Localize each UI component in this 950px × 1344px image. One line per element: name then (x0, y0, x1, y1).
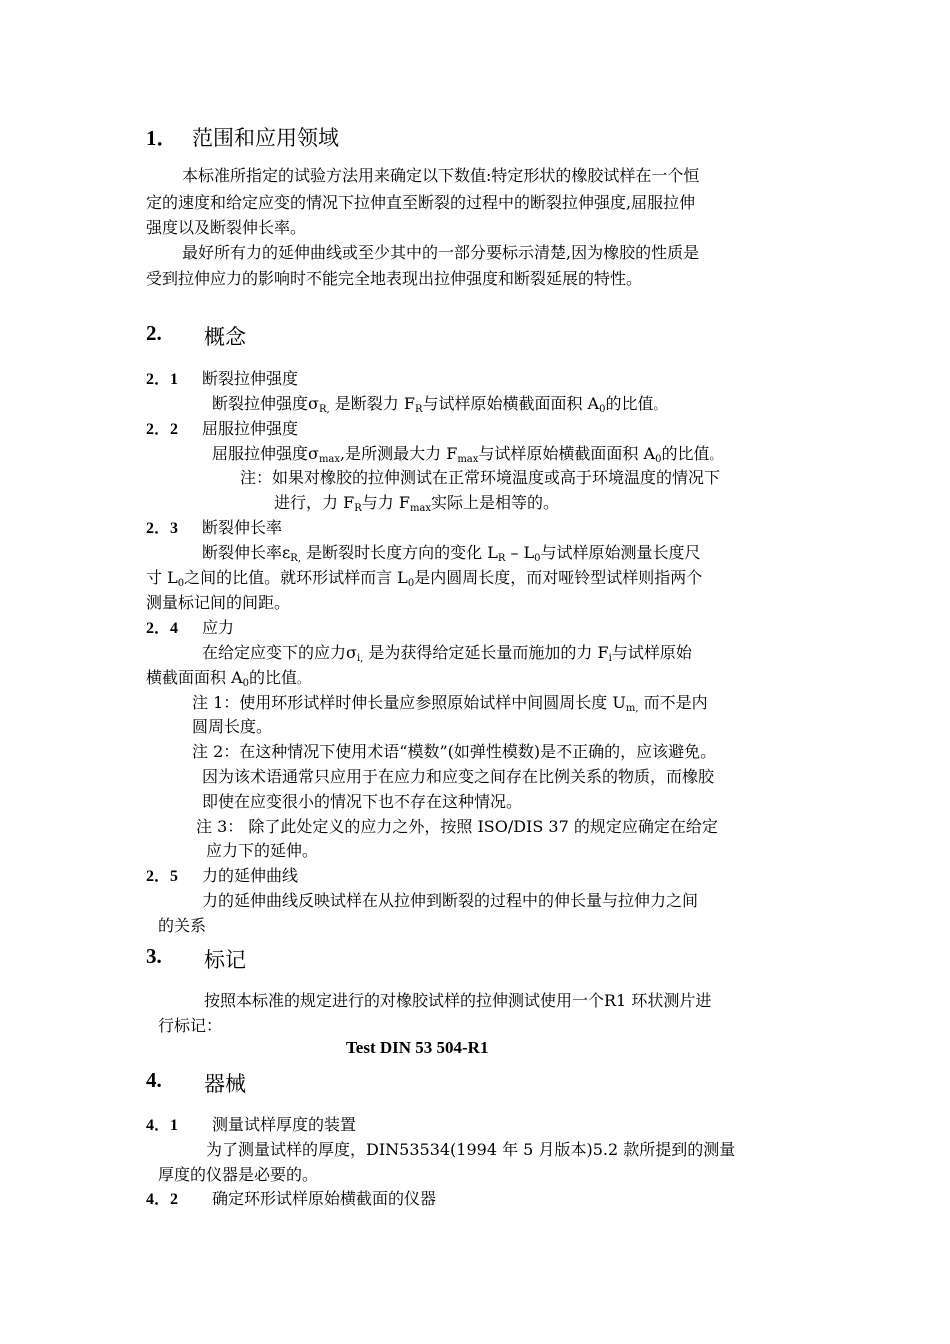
subsection-2-4-note-2-line-2: 因为该术语通常只应用于在应力和应变之间存在比例关系的物质，而橡胶 (202, 767, 715, 786)
subsection-4-1-line-1: 为了测量试样的厚度，DIN53534(1994 年 5 月版本)5.2 款所提到的测量 (206, 1140, 736, 1159)
test-designation: Test DIN 53 504-R1 (346, 1038, 489, 1057)
subsection-4-1-number: 4．1 (146, 1117, 179, 1134)
subsection-2-5-line-2: 的关系 (158, 916, 207, 935)
section-1-paragraph-1-line-2: 定的速度和给定应变的情况下拉伸直至断裂的过程中的断裂拉伸强度,屈服拉伸 (146, 193, 696, 212)
subsection-2-4-number: 2．4 (146, 620, 179, 637)
section-1-paragraph-2-line-1: 最好所有力的延伸曲线或至少其中的一部分要标示清楚,因为橡胶的性质是 (182, 243, 700, 262)
subsection-2-3-line-1: 断裂伸长率$\varepsilon_{R,}$ 是断裂时长度方向的变化 $L_R - L_0$与试样原始测量长度尺 (202, 543, 701, 564)
subsection-2-3-title: 断裂伸长率 (202, 518, 283, 537)
subsection-2-4-note-3-line-2: 应力下的延伸。 (206, 841, 319, 860)
subsection-2-3-line-3: 测量标记间的间距。 (146, 593, 291, 612)
section-3-number: 3. (146, 944, 162, 968)
subsection-2-2-note-line-2: 进行，力 $F_R$与力 $F_{max}$实际上是相等的。 (274, 493, 560, 514)
subsection-2-1-title: 断裂拉伸强度 (202, 369, 299, 388)
subsection-2-4-note-1-line-2: 圆周长度。 (192, 717, 273, 736)
subsection-2-4-note-2-line-3: 即使在应变很小的情况下也不存在这种情况。 (202, 792, 523, 811)
subsection-4-2-title: 确定环形试样原始横截面的仪器 (212, 1189, 437, 1208)
subsection-2-4-line-1: 在给定应变下的应力$\sigma_{i,}$ 是为获得给定延长量而施加的力 $F_i$与试样原始 (202, 643, 692, 664)
section-3-line-2: 行标记： (158, 1016, 223, 1035)
section-1-title: 范围和应用领域 (192, 126, 339, 150)
section-1-paragraph-1-line-3: 强度以及断裂伸长率。 (146, 218, 307, 237)
subsection-2-2-title: 屈服拉伸强度 (202, 419, 299, 438)
section-1-paragraph-1-line-1: 本标准所指定的试验方法用来确定以下数值:特定形状的橡胶试样在一个恒 (182, 166, 700, 185)
section-1-paragraph-2-line-2: 受到拉伸应力的影响时不能完全地表现出拉伸强度和断裂延展的特性。 (146, 269, 643, 288)
section-3-title: 标记 (204, 948, 246, 972)
subsection-2-2-number: 2．2 (146, 421, 179, 438)
subsection-2-5-line-1: 力的延伸曲线反映试样在从拉伸到断裂的过程中的伸长量与拉伸力之间 (202, 891, 699, 910)
section-2-number: 2. (146, 321, 162, 345)
subsection-2-1-definition: 断裂拉伸强度$\sigma_{R,}$ 是断裂力 $F_R$与试样原始横截面面积 $A_0$的比值。 (212, 394, 666, 415)
subsection-2-2-note-line-1: 注：如果对橡胶的拉伸测试在正常环境温度或高于环境温度的情况下 (240, 468, 721, 487)
subsection-2-2-definition: 屈服拉伸强度$\sigma_{max}$,是所测最大力 $F_{max}$与试样原始横截面面积 $A_0$的比值。 (212, 444, 722, 465)
subsection-4-1-line-2: 厚度的仪器是必要的。 (158, 1165, 319, 1184)
subsection-2-5-number: 2．5 (146, 868, 179, 885)
subsection-2-4-line-2: 横截面面积 $A_0$的比值。 (146, 668, 310, 689)
section-4-number: 4. (146, 1068, 162, 1092)
subsection-2-4-note-2-line-1: 注 2：在这种情况下使用术语“模数”(如弹性模数)是不正确的，应该避免。 (192, 742, 717, 761)
subsection-2-1-number: 2．1 (146, 371, 179, 388)
subsection-2-3-line-2: 寸 $L_0$之间的比值。就环形试样而言 $L_0$是内圆周长度，而对哑铃型试样则指两个 (146, 568, 703, 589)
subsection-4-2-number: 4．2 (146, 1191, 179, 1208)
section-3-line-1: 按照本标准的规定进行的对橡胶试样的拉伸测试使用一个R1 环状测片进 (204, 991, 712, 1010)
section-2-title: 概念 (204, 325, 246, 349)
subsection-2-3-number: 2．3 (146, 520, 179, 537)
section-1-number: 1． (146, 126, 178, 150)
subsection-2-4-note-1-line-1: 注 1：使用环形试样时伸长量应参照原始试样中间圆周长度 $U_{m,}$ 而不是内 (192, 693, 708, 714)
section-4-title: 器械 (204, 1072, 246, 1096)
subsection-4-1-title: 测量试样厚度的装置 (212, 1115, 357, 1134)
subsection-2-4-note-3-line-1: 注 3： 除了此处定义的应力之外，按照 ISO/DIS 37 的规定应确定在给定 (196, 817, 718, 836)
subsection-2-5-title: 力的延伸曲线 (202, 866, 299, 885)
subsection-2-4-title: 应力 (202, 618, 235, 637)
